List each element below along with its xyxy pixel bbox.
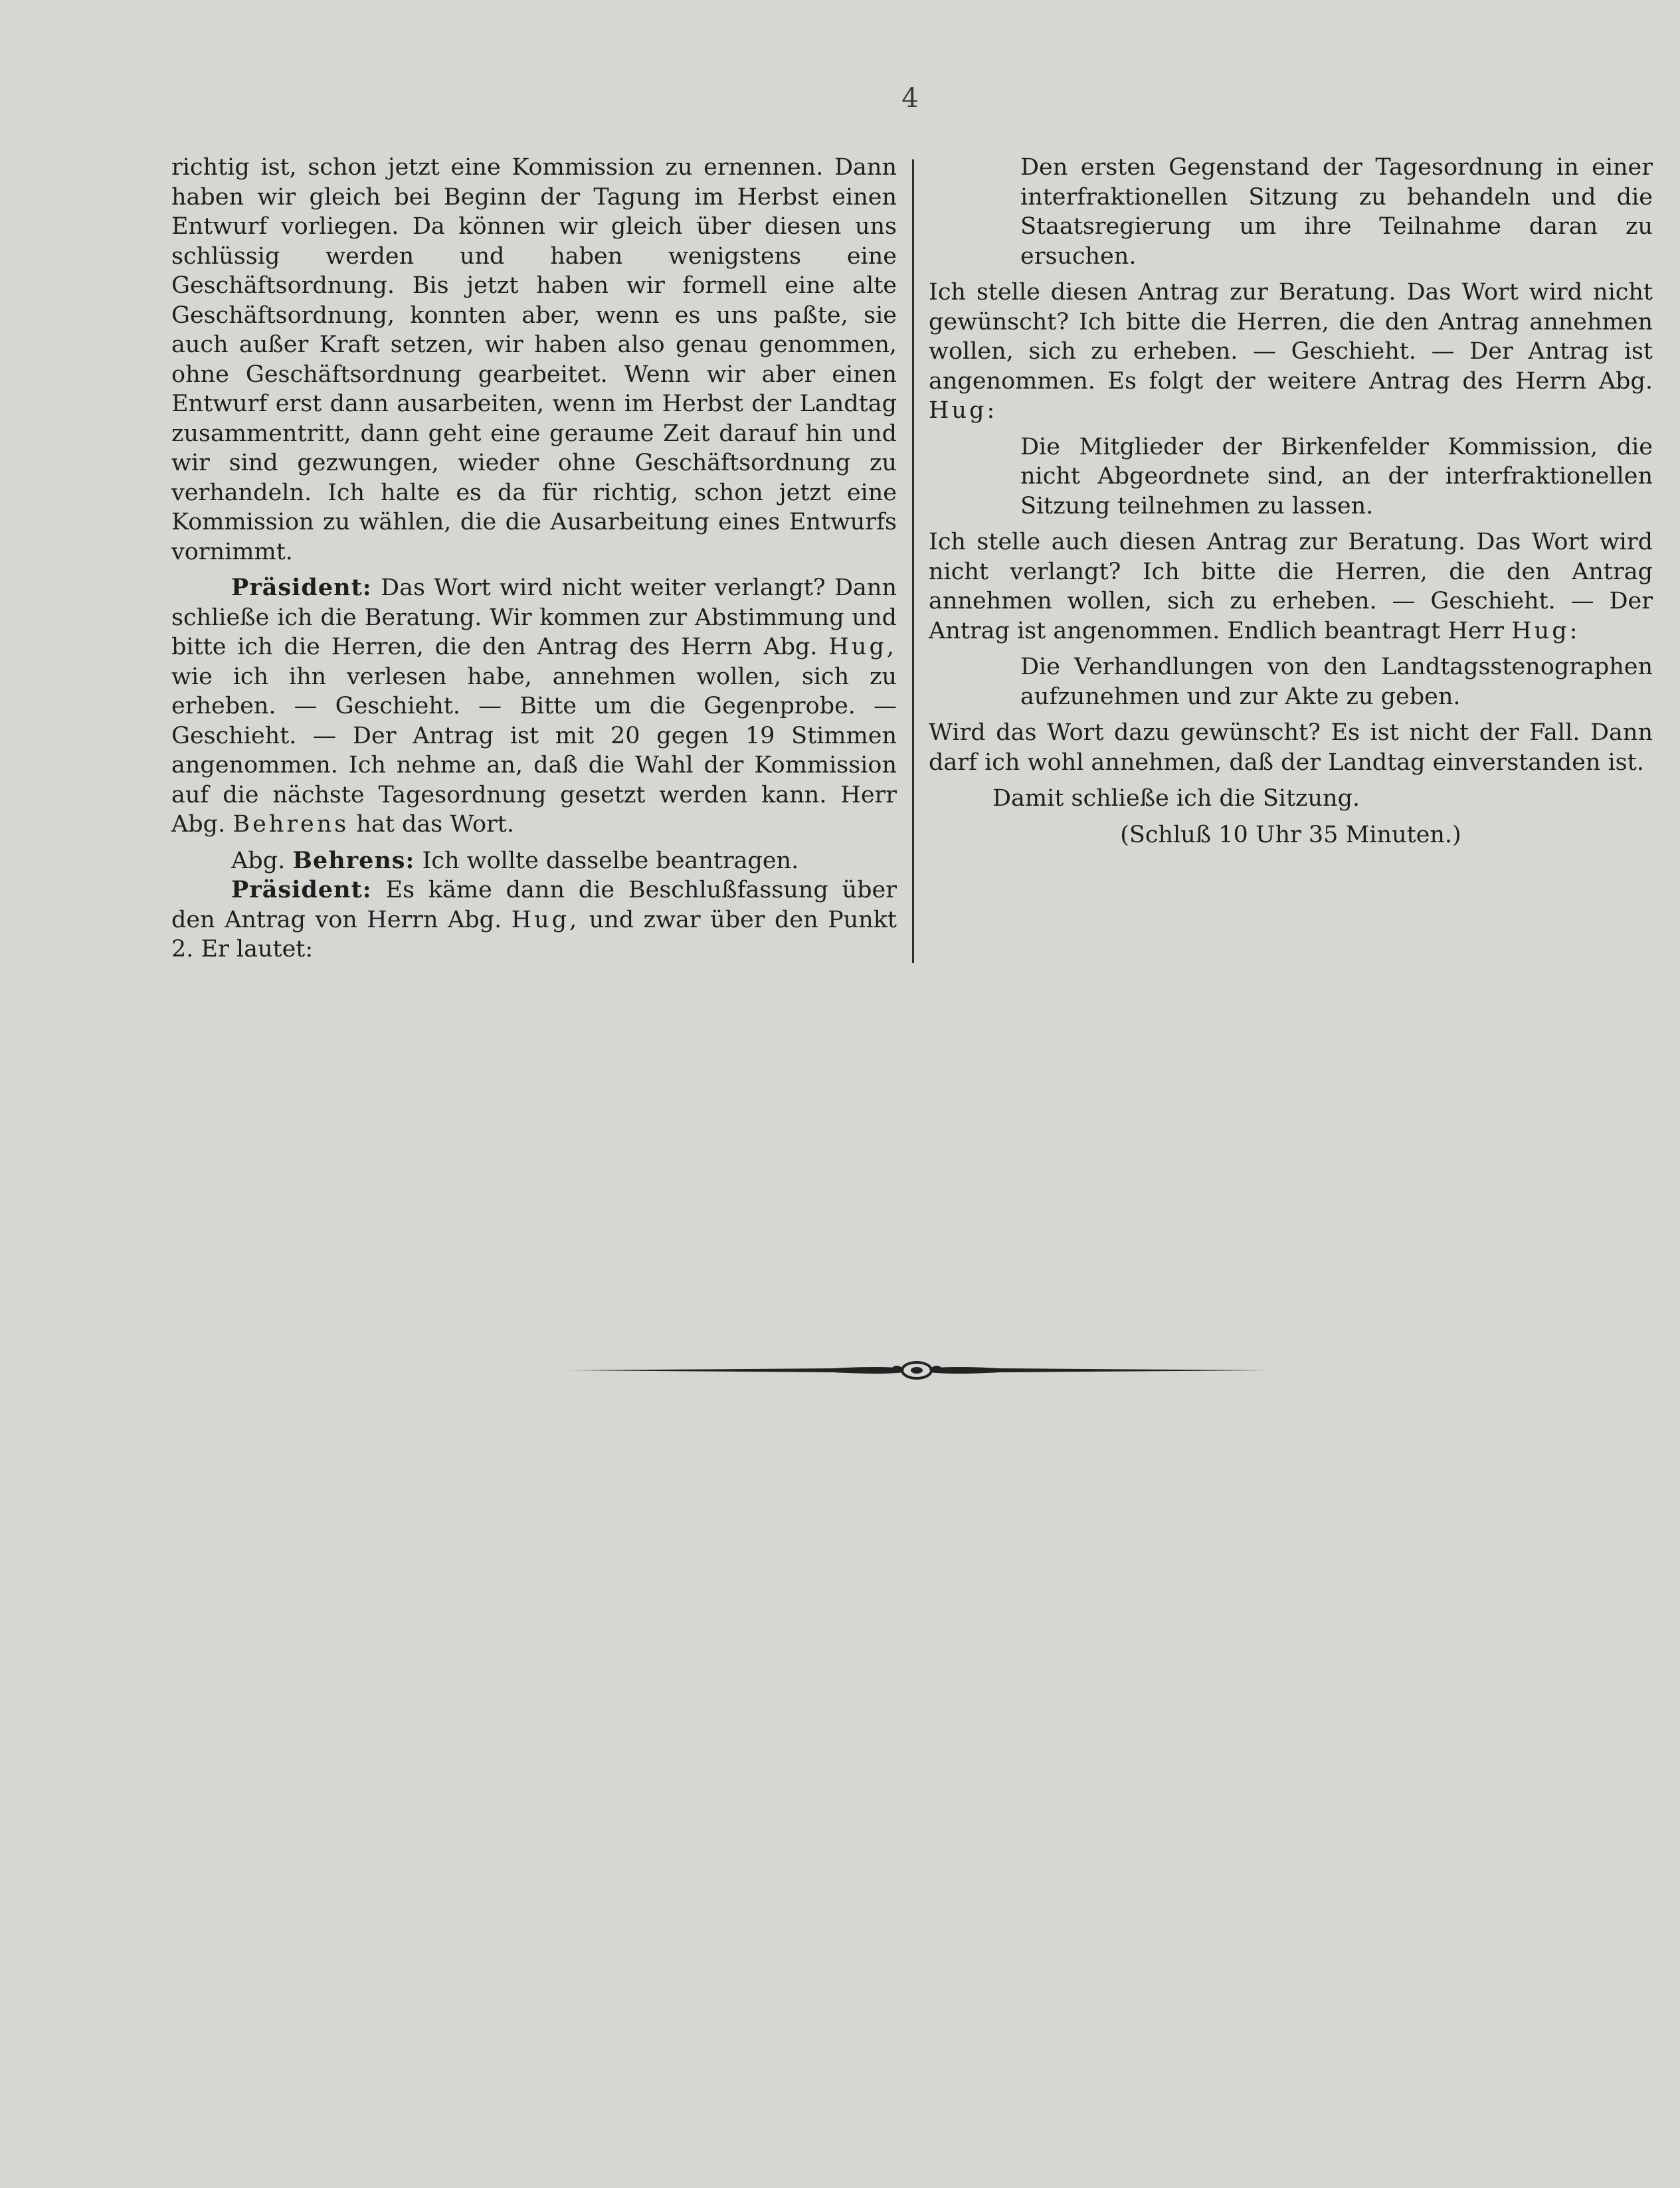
- closing-statement: Damit schließe ich die Sitzung.: [992, 785, 1360, 812]
- right-paragraph-2-text: Ich stelle auch diesen Antrag zur Beratung. Das Wort wird nicht verlangt? Ich bitte die Herren, die den Antrag annehmen wollen, sich zu erheben. — Geschieht. — Der Antrag ist angenommen. Endlich beantragt Herr: [929, 529, 1653, 644]
- name-hug: Hug,: [828, 634, 897, 660]
- right-paragraph-2: [929, 527, 1653, 646]
- left-paragraph-3: [171, 846, 897, 876]
- left-paragraph-2-text-b: wie ich ihn verlesen habe, annehmen wollen, sich zu erheben. — Geschieht. — Bitte um die Gegenprobe. — Geschieht. — Der Antrag ist mit 20 gegen 19 Stimmen angenommen. Ich nehme an, daß die Wahl der Kommission auf die nächste Tagesordnung gesetzt werden kann. Herr Abg.: [171, 663, 897, 838]
- page-number: 4: [901, 83, 919, 114]
- left-column: [171, 153, 897, 964]
- session-end-time: (Schluß 10 Uhr 35 Minuten.): [1120, 821, 1461, 848]
- left-paragraph-4: [171, 875, 897, 964]
- right-paragraph-3: Wird das Wort dazu gewünscht? Es ist nicht der Fall. Dann darf ich wohl annehmen, daß der Landtag einverstanden ist.: [929, 719, 1653, 776]
- left-paragraph-3-prefix: Abg.: [231, 847, 293, 874]
- speaker-praesident-2: Präsident:: [231, 876, 372, 903]
- name-hug-4: Hug:: [1511, 617, 1580, 644]
- right-column: [929, 153, 1653, 850]
- left-paragraph-4-text-b: und zwar über den Punkt 2. Er lautet:: [171, 906, 897, 962]
- right-paragraph-1-text: Ich stelle diesen Antrag zur Beratung. Das Wort wird nicht gewünscht? Ich bitte die Herren, die den Antrag annehmen wollen, sich zu erheben. — Geschieht. — Der Antrag ist angenommen. Es folgt der weitere Antrag des Herrn Abg.: [929, 279, 1653, 395]
- left-paragraph-2: [171, 573, 897, 840]
- quoted-motion-3: Die Verhandlungen von den Landtagsstenographen aufzunehmen und zur Akte zu geben.: [1020, 654, 1653, 710]
- column-divider: [912, 159, 914, 963]
- name-hug-2: Hug,: [511, 906, 580, 933]
- speaker-praesident: Präsident:: [231, 574, 372, 601]
- left-paragraph-2-text-c: hat das Wort.: [349, 811, 514, 838]
- name-hug-3: Hug:: [929, 397, 998, 424]
- left-paragraph-1: richtig ist, schon jetzt eine Kommission zu ernennen. Dann haben wir gleich bei Beginn der Tagung im Herbst einen Entwurf vorliegen. Da können wir gleich über diesen uns schlüssig werden und haben wenigstens eine Geschäftsordnung. Bis jetzt haben wir formell eine alte Geschäftsordnung, konnten aber, wenn es uns paßte, sie auch außer Kraft setzen, wir haben also genau genommen, ohne Geschäftsordnung gearbeitet. Wenn wir aber einen Entwurf erst dann ausarbeiten, wenn im Herbst der Landtag zusammentritt, dann geht eine geraume Zeit darauf hin und wir sind gezwungen, wieder ohne Geschäftsordnung zu verhandeln. Ich halte es da für richtig, schon jetzt eine Kommission zu wählen, die die Ausarbeitung eines Entwurfs vornimmt.: [171, 154, 897, 565]
- left-paragraph-4-text-a: Es käme dann die Beschlußfassung über den Antrag von Herrn Abg.: [171, 877, 897, 933]
- name-behrens: Behrens: [233, 811, 349, 838]
- speaker-behrens: Behrens:: [292, 846, 415, 874]
- left-paragraph-3-text: Ich wollte dasselbe beantragen.: [415, 847, 799, 874]
- right-paragraph-1: [929, 278, 1653, 426]
- left-paragraph-2-text-a: Das Wort wird nicht weiter verlangt? Dann schließe ich die Beratung. Wir kommen zur Abstimmung und bitte ich die Herren, die den Antrag des Herrn Abg.: [171, 575, 897, 660]
- ornament-divider: [568, 1357, 1265, 1384]
- quoted-motion-2: Die Mitglieder der Birkenfelder Kommission, die nicht Abgeordnete sind, an der interfraktionellen Sitzung teilnehmen zu lassen.: [1020, 433, 1653, 519]
- quoted-motion-1: Den ersten Gegenstand der Tagesordnung in einer interfraktionellen Sitzung zu behandeln und die Staatsregierung um ihre Teilnahme daran zu ersuchen.: [1020, 154, 1653, 270]
